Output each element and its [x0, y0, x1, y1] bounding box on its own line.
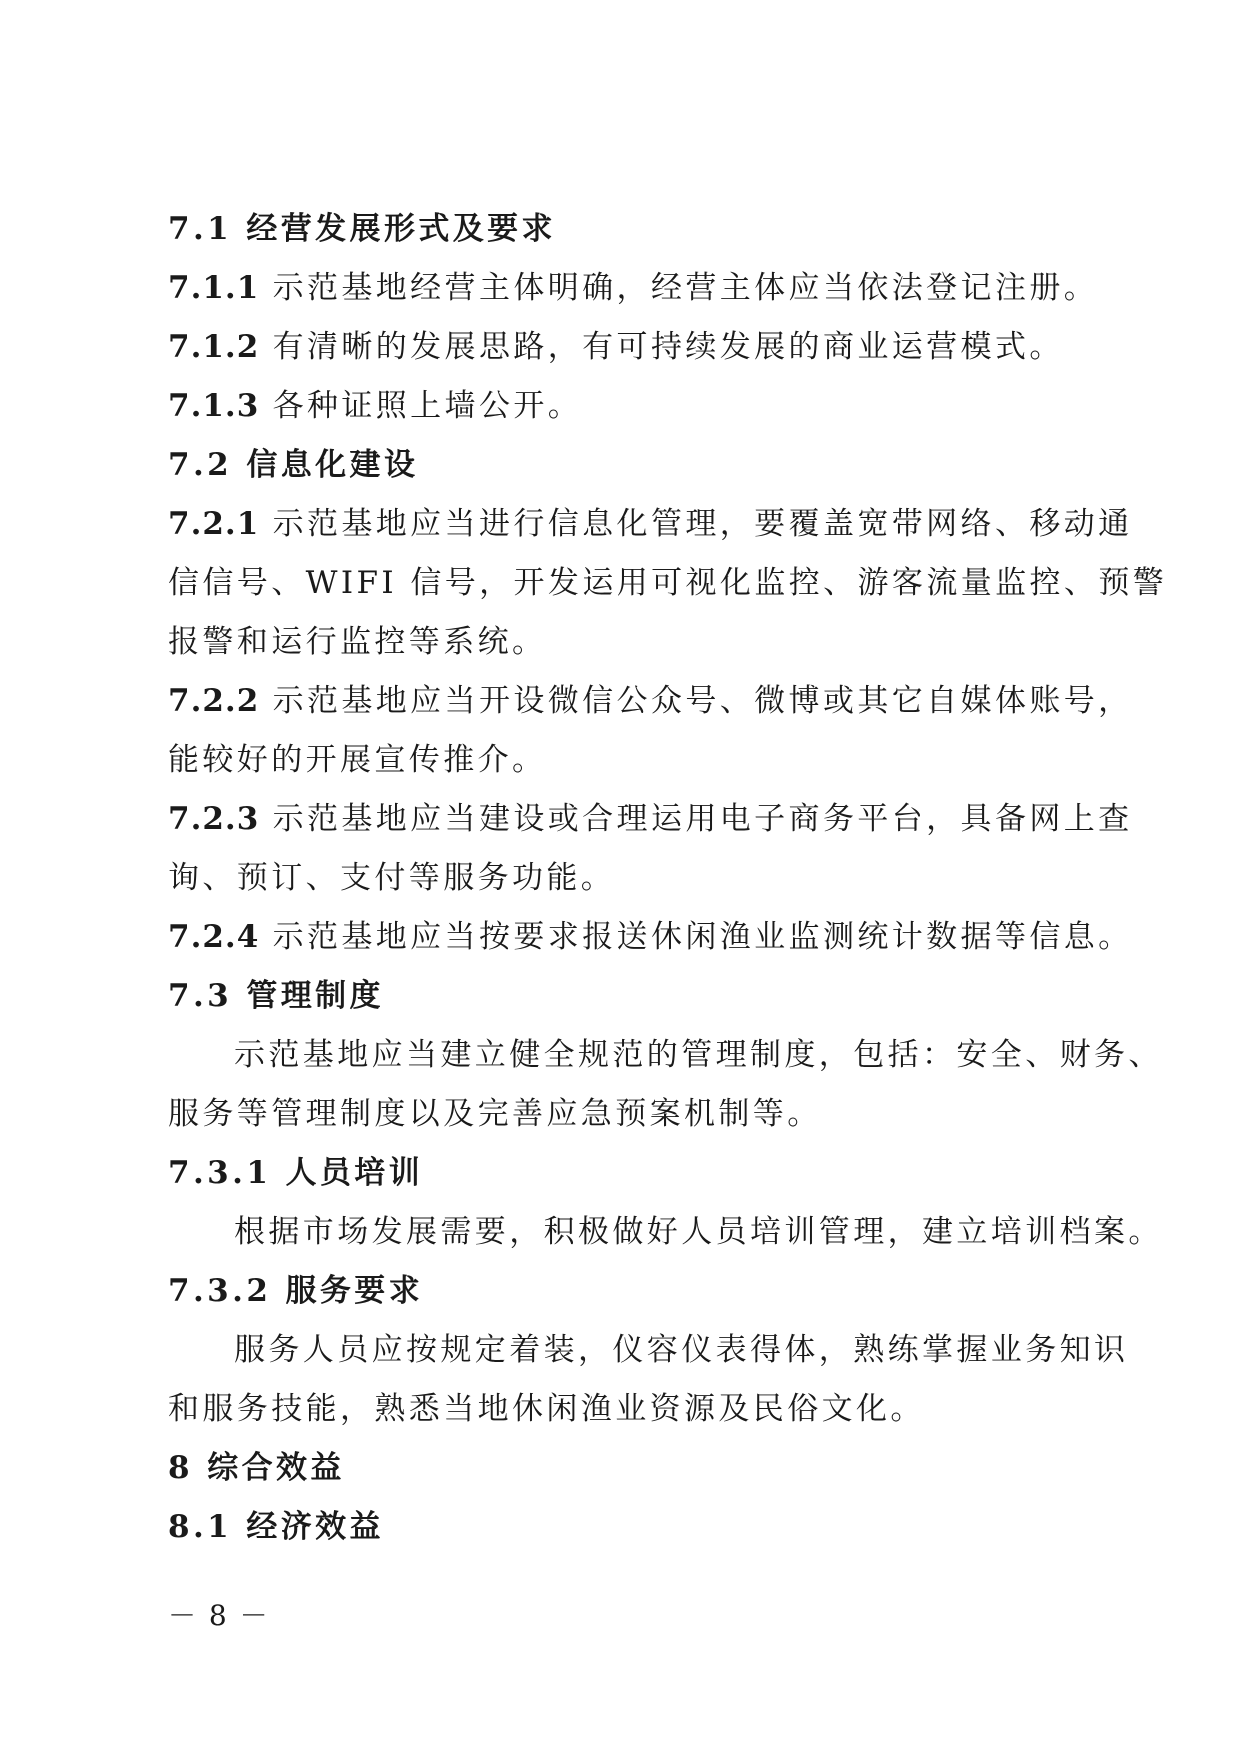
paragraph-7-3-line-2: 服务等管理制度以及完善应急预案机制等。	[168, 1096, 822, 1132]
clause-number: 7.2.2	[168, 683, 260, 719]
clause-text: 各种证照上墙公开。	[272, 388, 583, 424]
section-number: 7.2	[168, 447, 233, 483]
clause-7-2-3-line-1	[168, 790, 1133, 849]
clause-7-2-1-line-2: 信信号、WIFI 信号，开发运用可视化监控、游客流量监控、预警	[168, 565, 1168, 601]
clause-number: 7.2.3	[168, 801, 260, 837]
section-title: 经营发展形式及要求	[246, 211, 556, 247]
clause-7-1-2	[168, 318, 1108, 377]
clause-number: 7.2.4	[168, 919, 260, 955]
clause-7-2-2-line-1	[168, 672, 1133, 731]
paragraph-7-3-2-line-1: 服务人员应按规定着装，仪容仪表得体，熟练掌握业务知识	[234, 1332, 1129, 1368]
clause-7-2-1-line-3: 报警和运行监控等系统。	[168, 624, 547, 660]
clause-7-2-3-line-2: 询、预订、支付等服务功能。	[168, 860, 616, 896]
section-heading-7-3-2	[168, 1262, 1108, 1321]
section-title: 服务要求	[285, 1273, 424, 1309]
clause-number: 7.1.2	[168, 329, 260, 365]
clause-number: 7.1.3	[168, 388, 260, 424]
paragraph-7-3-line-1: 示范基地应当建立健全规范的管理制度，包括：安全、财务、	[234, 1037, 1163, 1073]
section-title: 经济效益	[246, 1509, 384, 1545]
clause-7-1-3	[168, 377, 1108, 436]
section-heading-7-3-1	[168, 1144, 1108, 1203]
clause-text: 示范基地应当建设或合理运用电子商务平台，具备网上查	[272, 801, 1133, 837]
section-number: 7.3.2	[168, 1273, 272, 1309]
paragraph-7-3-2-line-2: 和服务技能，熟悉当地休闲渔业资源及民俗文化。	[168, 1391, 925, 1427]
section-number: 8.1	[168, 1509, 233, 1545]
clause-7-2-4	[168, 908, 1133, 967]
section-heading-8	[168, 1439, 1108, 1498]
section-heading-7-3	[168, 967, 1108, 1026]
page-number: － 8 －	[168, 1599, 270, 1632]
section-number: 7.3	[168, 978, 233, 1014]
section-number: 7.3.1	[168, 1155, 272, 1191]
paragraph-7-3-1: 根据市场发展需要，积极做好人员培训管理，建立培训档案。	[234, 1214, 1163, 1250]
document-page	[168, 200, 1168, 1557]
section-heading-7-2	[168, 436, 1108, 495]
section-number: 8	[168, 1450, 193, 1486]
clause-text: 示范基地经营主体明确，经营主体应当依法登记注册。	[272, 270, 1099, 306]
clause-text: 示范基地应当开设微信公众号、微博或其它自媒体账号，	[272, 683, 1133, 719]
clause-number: 7.1.1	[168, 270, 260, 306]
clause-7-2-1-line-1	[168, 495, 1133, 554]
section-title: 综合效益	[207, 1450, 345, 1486]
section-heading-8-1	[168, 1498, 1108, 1557]
section-heading-7-1	[168, 200, 1108, 259]
clause-text: 有清晰的发展思路，有可持续发展的商业运营模式。	[272, 329, 1064, 365]
clause-text: 示范基地应当进行信息化管理，要覆盖宽带网络、移动通	[272, 506, 1133, 542]
clause-text: 示范基地应当按要求报送休闲渔业监测统计数据等信息。	[272, 919, 1133, 955]
section-title: 人员培训	[285, 1155, 424, 1191]
section-title: 信息化建设	[246, 447, 419, 483]
clause-7-1-1	[168, 259, 1108, 318]
section-title: 管理制度	[246, 978, 384, 1014]
clause-number: 7.2.1	[168, 506, 260, 542]
section-number: 7.1	[168, 211, 233, 247]
clause-7-2-2-line-2: 能较好的开展宣传推介。	[168, 742, 547, 778]
